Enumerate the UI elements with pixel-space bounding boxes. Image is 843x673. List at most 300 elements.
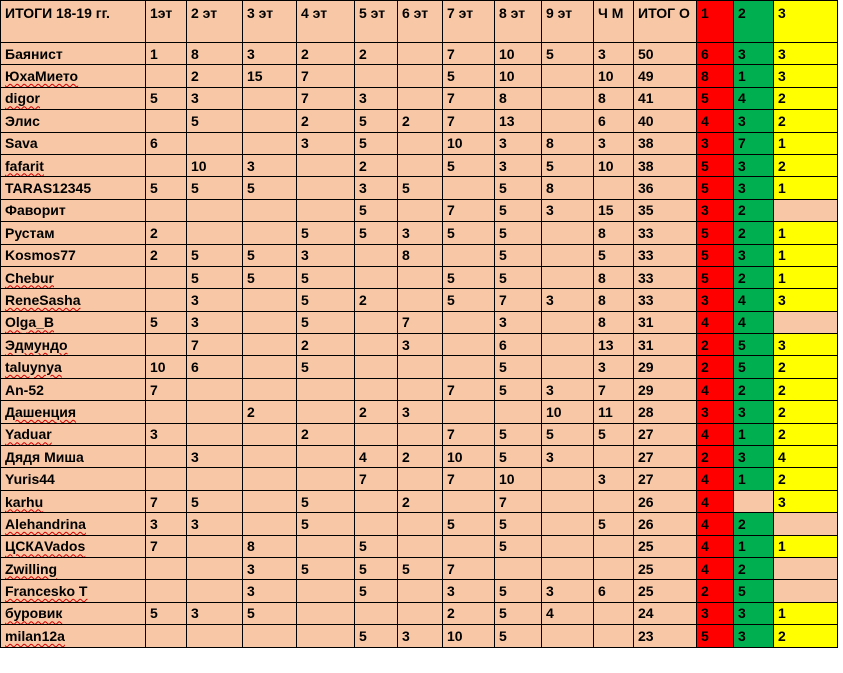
stage-6-cell[interactable]: 3 xyxy=(398,334,443,356)
place-1-cell[interactable]: 4 xyxy=(697,110,734,132)
stage-3-cell[interactable] xyxy=(243,110,297,132)
stage-1-cell[interactable]: 7 xyxy=(146,490,187,512)
total-cell[interactable]: 25 xyxy=(634,557,697,579)
stage-1-cell[interactable] xyxy=(146,401,187,423)
stage-3-cell[interactable] xyxy=(243,513,297,535)
player-name-cell[interactable] xyxy=(1,356,146,378)
stage-5-cell[interactable] xyxy=(355,513,398,535)
place-2-cell[interactable]: 3 xyxy=(734,110,774,132)
place-3-cell[interactable] xyxy=(774,513,838,535)
header-place-2[interactable]: 2 xyxy=(734,1,774,43)
place-2-cell[interactable]: 3 xyxy=(734,43,774,65)
place-3-cell[interactable]: 3 xyxy=(774,289,838,311)
chm-cell[interactable] xyxy=(594,557,634,579)
stage-5-cell[interactable] xyxy=(355,266,398,288)
stage-8-cell[interactable] xyxy=(495,401,542,423)
stage-2-cell[interactable]: 3 xyxy=(187,602,243,624)
stage-4-cell[interactable]: 5 xyxy=(297,266,355,288)
stage-4-cell[interactable]: 2 xyxy=(297,43,355,65)
stage-1-cell[interactable]: 3 xyxy=(146,423,187,445)
stage-5-cell[interactable] xyxy=(355,334,398,356)
total-cell[interactable]: 36 xyxy=(634,177,697,199)
stage-8-cell[interactable]: 5 xyxy=(495,177,542,199)
place-2-cell[interactable]: 3 xyxy=(734,602,774,624)
stage-2-cell[interactable] xyxy=(187,222,243,244)
stage-8-cell[interactable]: 5 xyxy=(495,244,542,266)
place-1-cell[interactable]: 5 xyxy=(697,266,734,288)
stage-4-cell[interactable] xyxy=(297,378,355,400)
chm-cell[interactable]: 5 xyxy=(594,513,634,535)
stage-8-cell[interactable]: 5 xyxy=(495,535,542,557)
stage-3-cell[interactable] xyxy=(243,468,297,490)
total-cell[interactable]: 31 xyxy=(634,311,697,333)
stage-2-cell[interactable]: 5 xyxy=(187,244,243,266)
place-2-cell[interactable] xyxy=(734,490,774,512)
stage-6-cell[interactable] xyxy=(398,513,443,535)
player-name-cell[interactable] xyxy=(1,513,146,535)
stage-8-cell[interactable]: 5 xyxy=(495,446,542,468)
stage-5-cell[interactable] xyxy=(355,244,398,266)
stage-7-cell[interactable]: 7 xyxy=(443,87,495,109)
stage-4-cell[interactable]: 3 xyxy=(297,132,355,154)
total-cell[interactable]: 33 xyxy=(634,244,697,266)
stage-9-cell[interactable]: 3 xyxy=(542,446,594,468)
stage-7-cell[interactable]: 7 xyxy=(443,110,495,132)
stage-4-cell[interactable]: 2 xyxy=(297,334,355,356)
place-2-cell[interactable]: 3 xyxy=(734,625,774,647)
stage-3-cell[interactable] xyxy=(243,356,297,378)
stage-8-cell[interactable]: 7 xyxy=(495,289,542,311)
stage-9-cell[interactable] xyxy=(542,625,594,647)
stage-5-cell[interactable]: 3 xyxy=(355,177,398,199)
place-2-cell[interactable]: 5 xyxy=(734,580,774,602)
stage-9-cell[interactable] xyxy=(542,513,594,535)
stage-8-cell[interactable]: 10 xyxy=(495,468,542,490)
total-cell[interactable]: 29 xyxy=(634,378,697,400)
chm-cell[interactable]: 6 xyxy=(594,110,634,132)
chm-cell[interactable]: 10 xyxy=(594,154,634,176)
chm-cell[interactable]: 3 xyxy=(594,468,634,490)
header-stage-4[interactable]: 4 эт xyxy=(297,1,355,43)
chm-cell[interactable] xyxy=(594,602,634,624)
place-2-cell[interactable]: 1 xyxy=(734,468,774,490)
stage-9-cell[interactable] xyxy=(542,334,594,356)
stage-2-cell[interactable]: 5 xyxy=(187,110,243,132)
stage-4-cell[interactable]: 2 xyxy=(297,423,355,445)
place-2-cell[interactable]: 4 xyxy=(734,311,774,333)
stage-7-cell[interactable]: 10 xyxy=(443,625,495,647)
stage-9-cell[interactable] xyxy=(542,110,594,132)
stage-9-cell[interactable] xyxy=(542,222,594,244)
chm-cell[interactable]: 7 xyxy=(594,378,634,400)
stage-9-cell[interactable]: 8 xyxy=(542,177,594,199)
place-3-cell[interactable]: 3 xyxy=(774,65,838,87)
header-chm[interactable]: Ч М xyxy=(594,1,634,43)
player-name-cell[interactable] xyxy=(1,423,146,445)
stage-2-cell[interactable]: 3 xyxy=(187,513,243,535)
place-1-cell[interactable]: 4 xyxy=(697,311,734,333)
stage-2-cell[interactable]: 3 xyxy=(187,289,243,311)
stage-3-cell[interactable]: 8 xyxy=(243,535,297,557)
stage-9-cell[interactable]: 3 xyxy=(542,199,594,221)
stage-8-cell[interactable]: 10 xyxy=(495,65,542,87)
stage-1-cell[interactable]: 10 xyxy=(146,356,187,378)
stage-1-cell[interactable]: 5 xyxy=(146,177,187,199)
stage-2-cell[interactable] xyxy=(187,625,243,647)
stage-1-cell[interactable]: 6 xyxy=(146,132,187,154)
stage-6-cell[interactable] xyxy=(398,378,443,400)
place-1-cell[interactable]: 4 xyxy=(697,378,734,400)
stage-3-cell[interactable] xyxy=(243,87,297,109)
place-2-cell[interactable]: 3 xyxy=(734,446,774,468)
chm-cell[interactable] xyxy=(594,490,634,512)
place-1-cell[interactable]: 5 xyxy=(697,154,734,176)
place-1-cell[interactable]: 3 xyxy=(697,132,734,154)
total-cell[interactable]: 25 xyxy=(634,535,697,557)
place-1-cell[interactable]: 2 xyxy=(697,356,734,378)
stage-2-cell[interactable] xyxy=(187,468,243,490)
stage-6-cell[interactable] xyxy=(398,65,443,87)
total-cell[interactable]: 24 xyxy=(634,602,697,624)
stage-2-cell[interactable]: 3 xyxy=(187,311,243,333)
chm-cell[interactable] xyxy=(594,535,634,557)
stage-3-cell[interactable] xyxy=(243,423,297,445)
player-name-cell[interactable] xyxy=(1,490,146,512)
place-2-cell[interactable]: 1 xyxy=(734,65,774,87)
stage-6-cell[interactable] xyxy=(398,289,443,311)
place-2-cell[interactable]: 2 xyxy=(734,266,774,288)
stage-2-cell[interactable]: 8 xyxy=(187,43,243,65)
stage-4-cell[interactable] xyxy=(297,535,355,557)
stage-7-cell[interactable] xyxy=(443,244,495,266)
stage-3-cell[interactable]: 15 xyxy=(243,65,297,87)
place-3-cell[interactable]: 2 xyxy=(774,154,838,176)
stage-9-cell[interactable]: 5 xyxy=(542,43,594,65)
player-name-cell[interactable] xyxy=(1,334,146,356)
stage-1-cell[interactable]: 7 xyxy=(146,378,187,400)
stage-8-cell[interactable]: 3 xyxy=(495,311,542,333)
player-name-cell[interactable] xyxy=(1,199,146,221)
stage-3-cell[interactable] xyxy=(243,132,297,154)
place-2-cell[interactable]: 2 xyxy=(734,199,774,221)
stage-6-cell[interactable] xyxy=(398,602,443,624)
stage-1-cell[interactable]: 5 xyxy=(146,602,187,624)
total-cell[interactable]: 33 xyxy=(634,222,697,244)
chm-cell[interactable]: 3 xyxy=(594,132,634,154)
stage-4-cell[interactable]: 5 xyxy=(297,356,355,378)
stage-6-cell[interactable]: 8 xyxy=(398,244,443,266)
total-cell[interactable]: 27 xyxy=(634,423,697,445)
stage-6-cell[interactable] xyxy=(398,132,443,154)
stage-7-cell[interactable]: 7 xyxy=(443,199,495,221)
stage-5-cell[interactable]: 5 xyxy=(355,557,398,579)
chm-cell[interactable] xyxy=(594,625,634,647)
player-name-cell[interactable] xyxy=(1,266,146,288)
place-1-cell[interactable]: 5 xyxy=(697,244,734,266)
place-1-cell[interactable]: 3 xyxy=(697,401,734,423)
header-stage-6[interactable]: 6 эт xyxy=(398,1,443,43)
player-name-cell[interactable] xyxy=(1,602,146,624)
stage-3-cell[interactable] xyxy=(243,222,297,244)
stage-8-cell[interactable]: 5 xyxy=(495,222,542,244)
total-cell[interactable]: 27 xyxy=(634,468,697,490)
stage-8-cell[interactable]: 5 xyxy=(495,580,542,602)
chm-cell[interactable]: 8 xyxy=(594,266,634,288)
stage-6-cell[interactable] xyxy=(398,87,443,109)
stage-4-cell[interactable] xyxy=(297,446,355,468)
stage-3-cell[interactable] xyxy=(243,490,297,512)
stage-9-cell[interactable] xyxy=(542,557,594,579)
total-cell[interactable]: 27 xyxy=(634,446,697,468)
total-cell[interactable]: 49 xyxy=(634,65,697,87)
player-name-cell[interactable] xyxy=(1,177,146,199)
stage-7-cell[interactable]: 2 xyxy=(443,602,495,624)
stage-5-cell[interactable] xyxy=(355,378,398,400)
stage-8-cell[interactable]: 5 xyxy=(495,356,542,378)
chm-cell[interactable]: 8 xyxy=(594,222,634,244)
place-2-cell[interactable]: 3 xyxy=(734,401,774,423)
place-3-cell[interactable]: 1 xyxy=(774,602,838,624)
chm-cell[interactable]: 3 xyxy=(594,356,634,378)
chm-cell[interactable] xyxy=(594,446,634,468)
stage-9-cell[interactable] xyxy=(542,490,594,512)
stage-9-cell[interactable]: 5 xyxy=(542,154,594,176)
header-stage-7[interactable]: 7 эт xyxy=(443,1,495,43)
stage-1-cell[interactable]: 5 xyxy=(146,311,187,333)
total-cell[interactable]: 26 xyxy=(634,490,697,512)
stage-4-cell[interactable]: 3 xyxy=(297,244,355,266)
total-cell[interactable]: 41 xyxy=(634,87,697,109)
place-3-cell[interactable]: 2 xyxy=(774,356,838,378)
stage-3-cell[interactable] xyxy=(243,199,297,221)
stage-7-cell[interactable] xyxy=(443,311,495,333)
place-1-cell[interactable]: 2 xyxy=(697,334,734,356)
stage-5-cell[interactable]: 5 xyxy=(355,580,398,602)
stage-8-cell[interactable]: 3 xyxy=(495,154,542,176)
place-1-cell[interactable]: 2 xyxy=(697,446,734,468)
place-3-cell[interactable]: 2 xyxy=(774,468,838,490)
stage-7-cell[interactable]: 5 xyxy=(443,154,495,176)
stage-9-cell[interactable] xyxy=(542,87,594,109)
total-cell[interactable]: 33 xyxy=(634,289,697,311)
header-stage-1[interactable]: 1эт xyxy=(146,1,187,43)
stage-7-cell[interactable]: 5 xyxy=(443,65,495,87)
place-3-cell[interactable] xyxy=(774,311,838,333)
stage-4-cell[interactable]: 2 xyxy=(297,110,355,132)
stage-2-cell[interactable] xyxy=(187,580,243,602)
stage-4-cell[interactable] xyxy=(297,177,355,199)
stage-8-cell[interactable]: 5 xyxy=(495,513,542,535)
stage-6-cell[interactable]: 2 xyxy=(398,446,443,468)
player-name-cell[interactable] xyxy=(1,222,146,244)
place-2-cell[interactable]: 2 xyxy=(734,557,774,579)
total-cell[interactable]: 26 xyxy=(634,513,697,535)
stage-1-cell[interactable] xyxy=(146,199,187,221)
place-1-cell[interactable]: 4 xyxy=(697,423,734,445)
stage-6-cell[interactable]: 5 xyxy=(398,177,443,199)
place-3-cell[interactable] xyxy=(774,557,838,579)
stage-2-cell[interactable]: 6 xyxy=(187,356,243,378)
stage-1-cell[interactable] xyxy=(146,154,187,176)
player-name-cell[interactable] xyxy=(1,468,146,490)
total-cell[interactable]: 35 xyxy=(634,199,697,221)
stage-9-cell[interactable]: 3 xyxy=(542,378,594,400)
stage-8-cell[interactable]: 10 xyxy=(495,43,542,65)
total-cell[interactable]: 33 xyxy=(634,266,697,288)
player-name-cell[interactable] xyxy=(1,557,146,579)
stage-8-cell[interactable]: 8 xyxy=(495,87,542,109)
stage-7-cell[interactable]: 10 xyxy=(443,446,495,468)
stage-4-cell[interactable] xyxy=(297,602,355,624)
place-3-cell[interactable]: 2 xyxy=(774,423,838,445)
stage-5-cell[interactable]: 5 xyxy=(355,625,398,647)
player-name-cell[interactable] xyxy=(1,154,146,176)
player-name-cell[interactable] xyxy=(1,43,146,65)
stage-9-cell[interactable] xyxy=(542,535,594,557)
stage-2-cell[interactable]: 3 xyxy=(187,446,243,468)
place-1-cell[interactable]: 3 xyxy=(697,289,734,311)
total-cell[interactable]: 38 xyxy=(634,132,697,154)
stage-5-cell[interactable] xyxy=(355,423,398,445)
stage-9-cell[interactable] xyxy=(542,65,594,87)
stage-3-cell[interactable]: 3 xyxy=(243,580,297,602)
stage-1-cell[interactable]: 1 xyxy=(146,43,187,65)
place-1-cell[interactable]: 5 xyxy=(697,177,734,199)
stage-3-cell[interactable]: 5 xyxy=(243,177,297,199)
stage-7-cell[interactable]: 7 xyxy=(443,557,495,579)
player-name-cell[interactable] xyxy=(1,87,146,109)
stage-9-cell[interactable] xyxy=(542,266,594,288)
stage-9-cell[interactable]: 3 xyxy=(542,289,594,311)
place-3-cell[interactable]: 1 xyxy=(774,535,838,557)
stage-9-cell[interactable]: 10 xyxy=(542,401,594,423)
stage-3-cell[interactable]: 5 xyxy=(243,602,297,624)
stage-3-cell[interactable]: 3 xyxy=(243,154,297,176)
place-2-cell[interactable]: 3 xyxy=(734,244,774,266)
stage-1-cell[interactable]: 5 xyxy=(146,87,187,109)
stage-1-cell[interactable] xyxy=(146,289,187,311)
place-3-cell[interactable] xyxy=(774,580,838,602)
place-3-cell[interactable]: 2 xyxy=(774,110,838,132)
place-1-cell[interactable]: 5 xyxy=(697,625,734,647)
stage-6-cell[interactable] xyxy=(398,423,443,445)
stage-4-cell[interactable]: 5 xyxy=(297,557,355,579)
stage-1-cell[interactable] xyxy=(146,580,187,602)
stage-1-cell[interactable] xyxy=(146,65,187,87)
stage-3-cell[interactable]: 5 xyxy=(243,266,297,288)
stage-6-cell[interactable] xyxy=(398,535,443,557)
header-stage-9[interactable]: 9 эт xyxy=(542,1,594,43)
place-1-cell[interactable]: 5 xyxy=(697,87,734,109)
stage-2-cell[interactable]: 2 xyxy=(187,65,243,87)
stage-1-cell[interactable] xyxy=(146,468,187,490)
stage-3-cell[interactable]: 5 xyxy=(243,244,297,266)
stage-2-cell[interactable]: 7 xyxy=(187,334,243,356)
place-3-cell[interactable] xyxy=(774,199,838,221)
chm-cell[interactable]: 8 xyxy=(594,87,634,109)
player-name-cell[interactable] xyxy=(1,446,146,468)
stage-3-cell[interactable] xyxy=(243,334,297,356)
stage-5-cell[interactable]: 5 xyxy=(355,535,398,557)
stage-7-cell[interactable]: 7 xyxy=(443,43,495,65)
chm-cell[interactable]: 10 xyxy=(594,65,634,87)
stage-1-cell[interactable]: 7 xyxy=(146,535,187,557)
stage-4-cell[interactable]: 7 xyxy=(297,65,355,87)
stage-6-cell[interactable] xyxy=(398,199,443,221)
stage-2-cell[interactable]: 10 xyxy=(187,154,243,176)
stage-7-cell[interactable] xyxy=(443,490,495,512)
player-name-cell[interactable] xyxy=(1,535,146,557)
chm-cell[interactable]: 8 xyxy=(594,289,634,311)
stage-7-cell[interactable] xyxy=(443,401,495,423)
stage-5-cell[interactable] xyxy=(355,65,398,87)
place-2-cell[interactable]: 4 xyxy=(734,289,774,311)
stage-7-cell[interactable]: 5 xyxy=(443,222,495,244)
stage-4-cell[interactable] xyxy=(297,199,355,221)
place-1-cell[interactable]: 4 xyxy=(697,557,734,579)
stage-1-cell[interactable] xyxy=(146,266,187,288)
stage-6-cell[interactable]: 2 xyxy=(398,110,443,132)
stage-5-cell[interactable] xyxy=(355,490,398,512)
place-3-cell[interactable]: 2 xyxy=(774,625,838,647)
place-2-cell[interactable]: 5 xyxy=(734,356,774,378)
stage-6-cell[interactable] xyxy=(398,266,443,288)
stage-3-cell[interactable]: 3 xyxy=(243,43,297,65)
stage-8-cell[interactable]: 5 xyxy=(495,199,542,221)
stage-6-cell[interactable] xyxy=(398,154,443,176)
stage-9-cell[interactable]: 8 xyxy=(542,132,594,154)
place-2-cell[interactable]: 7 xyxy=(734,132,774,154)
stage-7-cell[interactable]: 5 xyxy=(443,513,495,535)
place-1-cell[interactable]: 2 xyxy=(697,580,734,602)
place-1-cell[interactable]: 4 xyxy=(697,468,734,490)
stage-2-cell[interactable] xyxy=(187,423,243,445)
place-1-cell[interactable]: 4 xyxy=(697,490,734,512)
stage-2-cell[interactable]: 5 xyxy=(187,177,243,199)
chm-cell[interactable]: 5 xyxy=(594,244,634,266)
stage-4-cell[interactable] xyxy=(297,468,355,490)
stage-2-cell[interactable] xyxy=(187,535,243,557)
total-cell[interactable]: 29 xyxy=(634,356,697,378)
player-name-cell[interactable] xyxy=(1,289,146,311)
stage-6-cell[interactable]: 2 xyxy=(398,490,443,512)
stage-5-cell[interactable]: 2 xyxy=(355,401,398,423)
stage-7-cell[interactable]: 10 xyxy=(443,132,495,154)
total-cell[interactable]: 38 xyxy=(634,154,697,176)
stage-8-cell[interactable]: 5 xyxy=(495,625,542,647)
stage-1-cell[interactable]: 2 xyxy=(146,244,187,266)
stage-9-cell[interactable] xyxy=(542,311,594,333)
place-2-cell[interactable]: 2 xyxy=(734,222,774,244)
place-3-cell[interactable]: 1 xyxy=(774,132,838,154)
player-name-cell[interactable] xyxy=(1,244,146,266)
stage-7-cell[interactable] xyxy=(443,177,495,199)
stage-3-cell[interactable] xyxy=(243,625,297,647)
chm-cell[interactable]: 3 xyxy=(594,43,634,65)
chm-cell[interactable]: 8 xyxy=(594,311,634,333)
stage-3-cell[interactable] xyxy=(243,378,297,400)
stage-2-cell[interactable] xyxy=(187,557,243,579)
stage-8-cell[interactable]: 5 xyxy=(495,423,542,445)
place-3-cell[interactable]: 3 xyxy=(774,334,838,356)
total-cell[interactable]: 40 xyxy=(634,110,697,132)
stage-2-cell[interactable] xyxy=(187,199,243,221)
place-1-cell[interactable]: 3 xyxy=(697,602,734,624)
stage-6-cell[interactable] xyxy=(398,356,443,378)
stage-3-cell[interactable] xyxy=(243,311,297,333)
stage-9-cell[interactable]: 3 xyxy=(542,580,594,602)
stage-2-cell[interactable] xyxy=(187,401,243,423)
